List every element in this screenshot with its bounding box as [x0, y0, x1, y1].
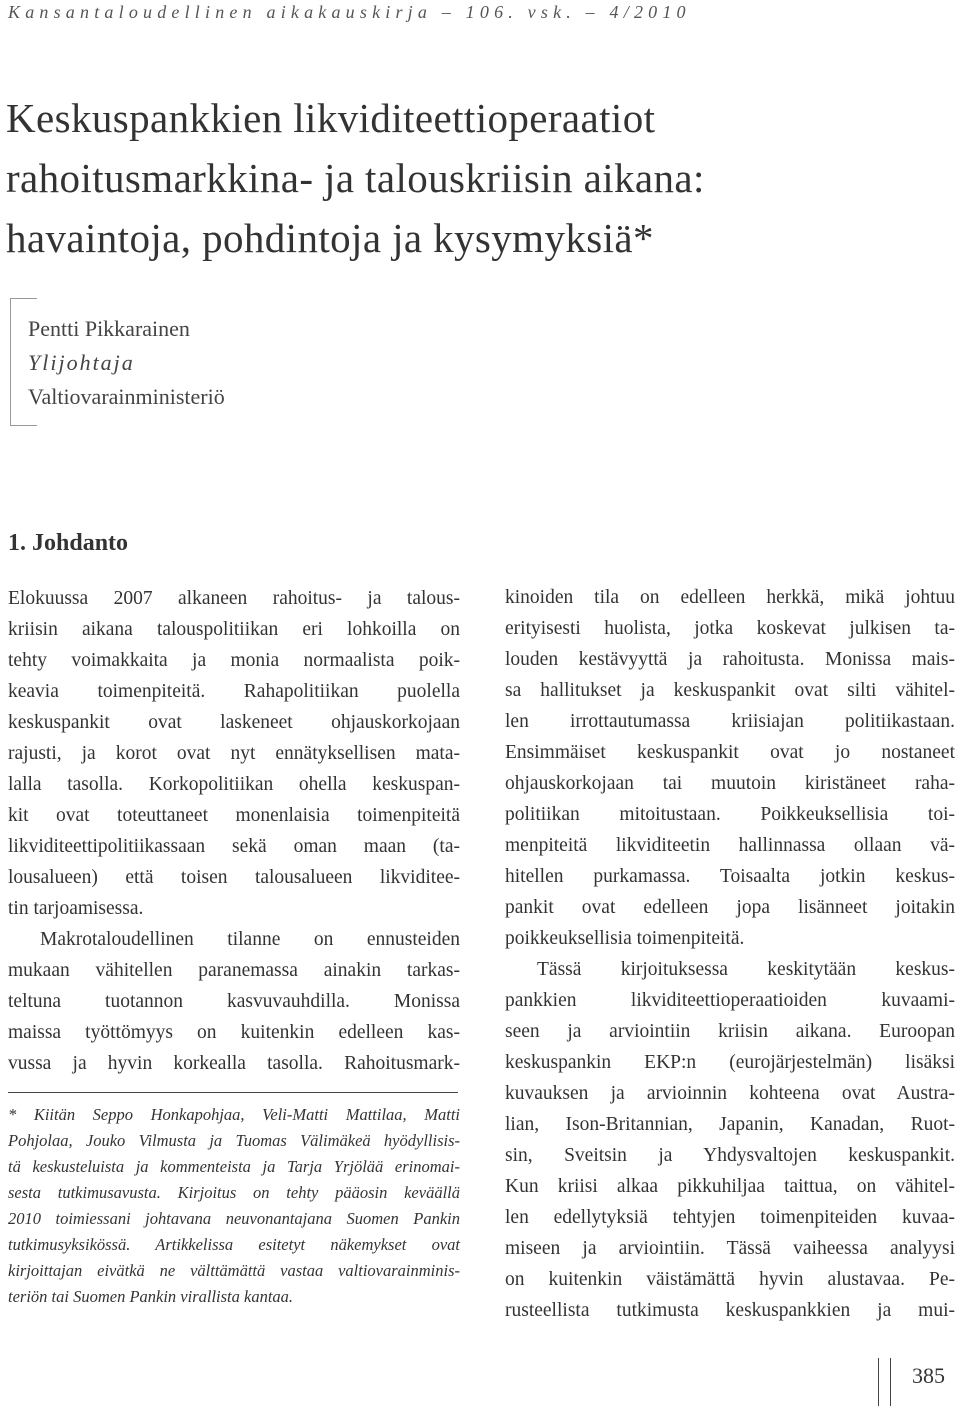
text-line: louden kestävyyttä ja rahoitusta. Monissa mais-	[505, 649, 955, 670]
text-line: lian, Ison-Britannian, Japanin, Kanadan, Ruot-	[505, 1114, 955, 1135]
text-line: rusteellista tutkimusta keskuspankkien ja mui-	[505, 1300, 955, 1321]
footnote-line: teriön tai Suomen Pankin virallista kantaa.	[8, 1287, 294, 1306]
text-line: mukaan vähitellen paranemassa ainakin tarkas-	[8, 960, 460, 981]
text-line: poikkeuksellisia toimenpiteitä.	[505, 928, 745, 949]
text-line: sin, Sveitsin ja Yhdysvaltojen keskuspankit.	[505, 1145, 955, 1166]
footnote-line: 2010 toimiessani johtavana neuvonantajana Suomen Pankin	[8, 1209, 460, 1228]
text-line: politiikan mitoitustaan. Poikkeuksellisia toi-	[505, 804, 955, 825]
section-heading: 1. Johdanto	[8, 530, 129, 556]
text-line: Kun kriisi alkaa pikkuhiljaa taittua, on vähitel-	[505, 1176, 955, 1197]
right-column	[505, 582, 955, 1326]
text-line: vussa ja hyvin korkealla tasolla. Rahoitusmark-	[8, 1053, 460, 1074]
text-line: Makrotaloudellinen tilanne on ennusteiden	[40, 929, 460, 950]
title-line: rahoitusmarkkina- ja talouskriisin aikana:	[6, 155, 705, 201]
footnote-line: * Kiitän Seppo Honkapohjaa, Veli-Matti Mattilaa, Matti	[8, 1105, 460, 1124]
text-line: seen ja arviointiin kriisin aikana. Euroopan	[505, 1021, 955, 1042]
text-line: miseen ja arviointiin. Tässä vaiheessa analyysi	[505, 1238, 955, 1259]
author-position: Ylijohtaja	[28, 350, 135, 375]
left-column	[8, 583, 460, 1079]
text-line: keskuspankin EKP:n (eurojärjestelmän) lisäksi	[505, 1052, 955, 1073]
text-line: Tässä kirjoituksessa keskitytään keskus-	[537, 959, 955, 980]
text-line: ohjauskorkojaan tai muutoin kiristäneet raha-	[505, 773, 955, 794]
footnote-line: tä keskusteluista ja kommenteista ja Tarja Yrjölää erinomai-	[8, 1157, 460, 1176]
text-line: Ensimmäiset keskuspankit ovat jo nostaneet	[505, 742, 955, 763]
text-line: lalla tasolla. Korkopolitiikan ohella keskuspan-	[8, 774, 460, 795]
text-line: kuvauksen ja arvioinnin kohteena ovat Austra-	[505, 1083, 955, 1104]
text-line: sa hallitukset ja keskuspankit ovat silti vähitel-	[505, 680, 955, 701]
footnote	[8, 1102, 460, 1310]
footnote-line: sesta tutkimusavusta. Kirjoitus on tehty pääosin keväällä	[8, 1183, 460, 1202]
text-line: kinoiden tila on edelleen herkkä, mikä johtuu	[505, 587, 955, 608]
text-line: rajusti, ja korot ovat nyt ennätyksellisen mata-	[8, 743, 460, 764]
title-line: havaintoja, pohdintoja ja kysymyksiä*	[6, 215, 654, 261]
text-line: kit ovat toteuttaneet monenlaisia toimenpiteitä	[8, 805, 460, 826]
text-line: keskuspankit ovat laskeneet ohjauskorkojaan	[8, 712, 460, 733]
footnote-line: Pohjolaa, Jouko Vilmusta ja Tuomas Välimäkeä hyödyllisis-	[8, 1131, 460, 1150]
author-name: Pentti Pikkarainen	[28, 316, 190, 341]
text-line: tin tarjoamisessa.	[8, 898, 144, 919]
author-affiliation: Valtiovarainministeriö	[28, 384, 225, 409]
bracket-bottom	[11, 425, 37, 426]
text-line: maissa työttömyys on kuitenkin edelleen kas-	[8, 1022, 460, 1043]
text-line: kriisin aikana talouspolitiikan eri lohkoilla on	[8, 619, 460, 640]
text-line: keavia toimenpiteitä. Rahapolitiikan puolella	[8, 681, 460, 702]
text-line: menpiteitä likviditeetin hallinnassa ollaan vä-	[505, 835, 955, 856]
text-line: tehty voimakkaita ja monia normaalista poik-	[8, 650, 460, 671]
footnote-line: kirjoittajan eivätkä ne välttämättä vastaa valtiovarainminis-	[8, 1261, 460, 1280]
article-title	[6, 88, 951, 268]
text-line: pankkien likviditeettioperaatioiden kuvaami-	[505, 990, 955, 1011]
author-block	[10, 298, 411, 426]
footnote-line: tutkimusyksikössä. Artikkelissa esitetyt näkemykset ovat	[8, 1235, 460, 1254]
running-head: Kansantaloudellinen aikakauskirja – 106. vsk. – 4/2010	[8, 2, 691, 22]
text-line: on kuitenkin väistämättä hyvin alustavaa. Pe-	[505, 1269, 955, 1290]
text-line: lousalueen) että toisen talousalueen likviditee-	[8, 867, 460, 888]
page-bar	[890, 1358, 891, 1406]
text-line: erityisesti huolista, jotka koskevat julkisen ta-	[505, 618, 955, 639]
text-line: teltuna tuotannon kasvuvauhdilla. Monissa	[8, 991, 460, 1012]
page-bar	[878, 1358, 879, 1406]
text-line: len edellytyksiä tehtyjen toimenpiteiden kuvaa-	[505, 1207, 955, 1228]
bracket-top	[11, 298, 37, 299]
page-number: 385	[912, 1363, 945, 1388]
text-line: pankit ovat edelleen jopa lisänneet joitakin	[505, 897, 955, 918]
text-line: hitellen purkamassa. Toisaalta jotkin keskus-	[505, 866, 955, 887]
text-line: len irrottautumassa kriisiajan politiikastaan.	[505, 711, 955, 732]
title-line: Keskuspankkien likviditeettioperaatiot	[6, 95, 656, 141]
footnote-rule	[8, 1092, 458, 1093]
text-line: likviditeettipolitiikassaan sekä oman maan (ta-	[8, 836, 460, 857]
text-line: Elokuussa 2007 alkaneen rahoitus- ja talous-	[8, 588, 460, 609]
